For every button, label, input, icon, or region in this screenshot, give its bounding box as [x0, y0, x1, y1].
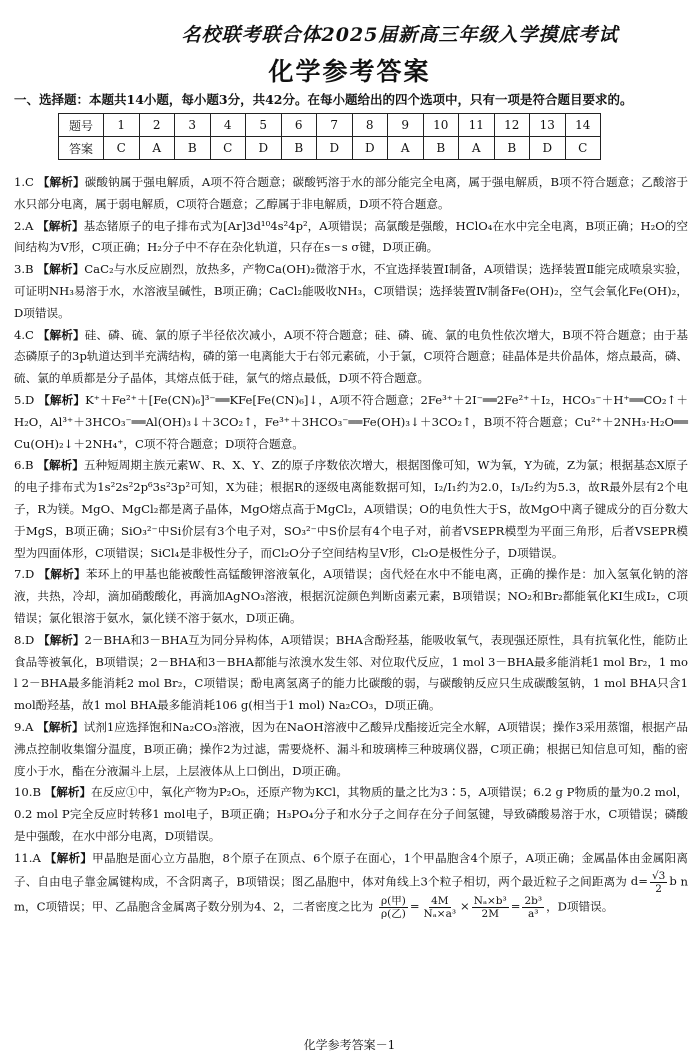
answer-cell: D [530, 137, 566, 160]
analysis-tag: 【解析】 [44, 850, 93, 865]
question-number-row [59, 114, 601, 137]
document-title: 化学参考答案 [268, 57, 431, 86]
answer-cell: C [210, 137, 246, 160]
fraction-result [522, 895, 544, 920]
answer-cell: D [352, 137, 388, 160]
item-text: nm，C项错误；甲、乙晶胞含金属离子数分别为4、2，二者密度之比为 [14, 874, 688, 913]
item-text: 甲晶胞是面心立方晶胞，8个原子在顶点、6个原子在面心，1个甲晶胞含4个原子，A项正确；金属晶体由金属阳离子、自由电子靠金属键构成，不含阴离子，B项错误；图乙晶胞中，体对角线上3个粒子相切，两个最近粒子之间距离为 [14, 850, 688, 888]
item-number: 9.A [14, 719, 34, 734]
question-number-cell: 8 [352, 114, 388, 137]
numerator: Nₐ×b³ [473, 894, 507, 907]
formula-rhs: b [669, 874, 677, 889]
solution-item-3 [14, 259, 688, 324]
analysis-tag: 【解析】 [38, 567, 86, 582]
equals-sign: = [510, 899, 521, 914]
analysis-tag: 【解析】 [37, 719, 84, 734]
item-number: 8.D [14, 632, 35, 647]
analysis-tag: 【解析】 [37, 218, 84, 233]
item-number: 5.D [14, 392, 35, 407]
denominator: 2 [655, 882, 662, 895]
denominator: a³ [528, 907, 539, 920]
item-text: 试剂1应选择饱和Na₂CO₃溶液，因为在NaOH溶液中乙酸异戊酯接近完全水解，A项错误；操作3采用蒸馏，根据产品沸点控制收集馏分温度，B项正确；操作2为过滤，需要烧杯、漏斗和玻璃棒三种玻璃仪器，C项正确；根据已知信息可知，酯的密度小于水，酯在分液漏斗上层，上层液体从上口倒出，D项正确。 [14, 719, 689, 778]
question-number-cell: 14 [565, 114, 601, 137]
numerator: 4M [431, 894, 449, 907]
item-text: 硅、磷、硫、氯的原子半径依次减小，A项不符合题意；硅、磷、硫、氯的电负性依次增大，B项不符合题意；由于基态磷原子的3p轨道达到半充满结构，磷的第一电离能大于右邻元素硫，小于氯，C项符合题意；硅晶体是共价晶体，熔点最高，磷、硫、氯的单质都是分子晶体，其熔点低于硅，氯气的熔点最低，D项不符合题意。 [14, 327, 688, 386]
question-number-cell: 2 [139, 114, 175, 137]
fraction-term-1 [422, 895, 459, 920]
numerator: 2b³ [524, 894, 543, 907]
solution-item-1 [14, 172, 688, 216]
answer-cell: A [388, 137, 424, 160]
formula-lhs: d= [630, 874, 648, 889]
question-number-cell: 1 [104, 114, 140, 137]
analysis-tag: 【解析】 [37, 175, 85, 189]
analysis-tag: 【解析】 [37, 327, 85, 342]
row-label-number: 题号 [59, 114, 104, 137]
denominator: 2M [481, 907, 499, 920]
item-text: 在反应①中，氧化产物为P₂O₅，还原产物为KCl，其物质的量之比为3∶5，A项错误；6.2 g P物质的量为0.2 mol，0.2 mol P完全反应时转移1 mol电子，B项正确；H₃PO₄分子和水分子之间存在分子间氢键，导致磷酸易溶于水，C项错误；磷酸是中强酸，在水中部分电离，D项错误。 [14, 785, 688, 843]
answer-cell: D [246, 137, 282, 160]
solution-item-5 [14, 390, 688, 455]
question-number-cell: 4 [210, 114, 246, 137]
solution-item-8 [14, 630, 688, 717]
item-text: 五种短周期主族元素W、R、X、Y、Z的原子序数依次增大，根据图像可知，W为氧，Y为硫，Z为氯；根据基态X原子的电子排布式为1s²2s²2p⁶3s²3p²可知，X为硅；根据R的逐级电离能数据可知，I₂/I₁约为2.0，I₃/I₂约为5.3，故R最外层有2个电子，R为镁。MgO、MgCl₂都是离子晶体，MgO熔点高于MgCl₂，A项错误；O的电负性大于S，故MgO中离子键成分的百分数大于MgS，B项正确；SiO₃²⁻中Si价层有3个电子对，SO₃²⁻中S价层有4个电子对，前者VSEPR模型为平面三角形，后者VSEPR模型为四面体形，C项错误；SiCl₄是非极性分子，而Cl₂O分子空间结构呈V形，Cl₂O是极性分子，D项错误。 [14, 458, 688, 560]
question-number-cell: 3 [175, 114, 211, 137]
item-number: 2.A [14, 218, 34, 233]
distance-formula [631, 870, 677, 895]
answer-table [58, 113, 601, 160]
question-number-cell: 9 [388, 114, 424, 137]
question-number-cell: 11 [459, 114, 495, 137]
question-number-cell: 7 [317, 114, 353, 137]
fraction-density-ratio [379, 895, 408, 920]
question-number-cell: 13 [530, 114, 566, 137]
density-ratio-formula [377, 895, 546, 920]
exam-title: 名校联考联合体2025届新高三年级入学摸底考试 [181, 24, 619, 46]
answer-cell: D [317, 137, 353, 160]
item-text: 基态锗原子的电子排布式为[Ar]3d¹⁰4s²4p²，A项错误；高氯酸是强酸，HClO₄在水中完全电离，B项正确；H₂O的空间结构为V形，C项正确；H₂分子中不存在杂化轨道，只存在s－s σ键，D项正确。 [14, 218, 688, 255]
analysis-tag: 【解析】 [38, 632, 85, 647]
question-number-cell: 10 [423, 114, 459, 137]
item-number: 7.D [14, 567, 35, 582]
answer-row [59, 137, 601, 160]
answer-cell: A [459, 137, 495, 160]
item-text: K⁺＋Fe²⁺＋[Fe(CN)₆]³⁻══KFe[Fe(CN)₆]↓，A项不符合题意；2Fe³⁺＋2I⁻══2Fe²⁺＋I₂，HCO₃⁻＋H⁺══CO₂↑＋H₂O，Al³⁺＋3HCO₃⁻══Al(OH)₃↓＋3CO₂↑，Fe³⁺＋3HCO₃⁻══Fe(OH)₃↓＋3CO₂↑，B项不符合题意；Cu²⁺＋2NH₃·H₂O══Cu(OH)₂↓＋2NH₄⁺，C项不符合题意；D项符合题意。 [14, 392, 688, 451]
analysis-tag: 【解析】 [37, 458, 84, 473]
item-text: 2－BHA和3－BHA互为同分异构体，A项错误；BHA含酚羟基，能吸收氧气，表现强还原性，具有抗氧化性，能防止食品等被氧化，B项错误；2－BHA和3－BHA都能与浓溴水发生邻、对位取代反应，1 mol 3－BHA最多能消耗1 mol Br₂，1 mol 2－BHA最多能消耗2 mol Br₂，C项错误；酚电离氢离子的能力比碳酸的弱，与碳酸钠反应只生成碳酸氢钠，1 mol BHA只含1 mol酚羟基，故1 mol BHA最多能消耗106 g(相当于1 mol) Na₂CO₃，D项正确。 [14, 632, 688, 713]
item-text: CaC₂与水反应剧烈，放热多，产物Ca(OH)₂微溶于水，不宜选择装置Ⅰ制备，A项错误；选择装置Ⅱ能完成喷泉实验，可证明NH₃易溶于水，水溶液呈碱性，B项正确；CaCl₂能吸收NH₃，C项错误；选择装置Ⅳ制备Fe(OH)₂，空气会氧化Fe(OH)₂，D项错误。 [14, 262, 688, 320]
question-number-cell: 5 [246, 114, 282, 137]
item-number: 6.B [14, 458, 34, 473]
section-heading: 一、选择题：本题共14小题，每小题3分，共42分。在每小题给出的四个选项中，只有一项是符合题目要求的。 [14, 92, 633, 107]
answer-cell: C [104, 137, 140, 160]
solution-item-11 [14, 848, 688, 920]
solution-item-4 [14, 325, 688, 390]
item-number: 11.A [14, 850, 41, 865]
equals-sign: = [409, 899, 420, 914]
times-sign: × [460, 899, 470, 914]
solution-item-10 [14, 782, 688, 847]
item-number: 4.C [14, 327, 34, 342]
solution-item-9 [14, 717, 688, 782]
analysis-tag: 【解析】 [44, 785, 92, 800]
solution-item-7 [14, 564, 688, 629]
item-text: ，D项错误。 [546, 899, 614, 913]
solution-item-2 [14, 216, 688, 260]
answer-cell: A [139, 137, 175, 160]
item-number: 3.B [14, 262, 34, 277]
numerator: ρ(甲) [380, 894, 406, 907]
item-text: 碳酸钠属于强电解质，A项不符合题意；碳酸钙溶于水的部分能完全电离，属于强电解质，B项不符合题意；乙酸溶于水只部分电离，属于弱电解质，C项符合题意；乙醇属于非电解质，D项不符合题意。 [14, 175, 688, 211]
analysis-tag: 【解析】 [37, 262, 85, 277]
answer-cell: B [494, 137, 530, 160]
analysis-tag: 【解析】 [38, 392, 86, 407]
answer-cell: B [281, 137, 317, 160]
item-number: 1.C [14, 175, 34, 189]
fraction-term-2 [472, 895, 509, 920]
answer-cell: B [175, 137, 211, 160]
question-number-cell: 12 [494, 114, 530, 137]
solution-item-6 [14, 455, 688, 564]
question-number-cell: 6 [281, 114, 317, 137]
solution-list [14, 172, 688, 920]
answer-cell: B [423, 137, 459, 160]
answer-cell: C [565, 137, 601, 160]
item-number: 10.B [14, 785, 41, 800]
denominator: Nₐ×a³ [423, 907, 457, 920]
fraction-sqrt3-over-2 [650, 870, 667, 895]
numerator: √3 [651, 869, 666, 882]
page-footer: 化学参考答案－1 [303, 1038, 396, 1052]
denominator: ρ(乙) [380, 907, 406, 920]
item-text: 苯环上的甲基也能被酸性高锰酸钾溶液氧化，A项错误；卤代烃在水中不能电离，正确的操作是：加入氢氧化钠的溶液，共热，冷却，滴加硝酸酸化，再滴加AgNO₃溶液，根据沉淀颜色判断卤素元素，B项错误；NO₂和Br₂都能氧化KI生成I₂，C项错误；氯化银溶于氨水，氯化镁不溶于氨水，D项正确。 [14, 567, 688, 625]
row-label-answer: 答案 [59, 137, 104, 160]
